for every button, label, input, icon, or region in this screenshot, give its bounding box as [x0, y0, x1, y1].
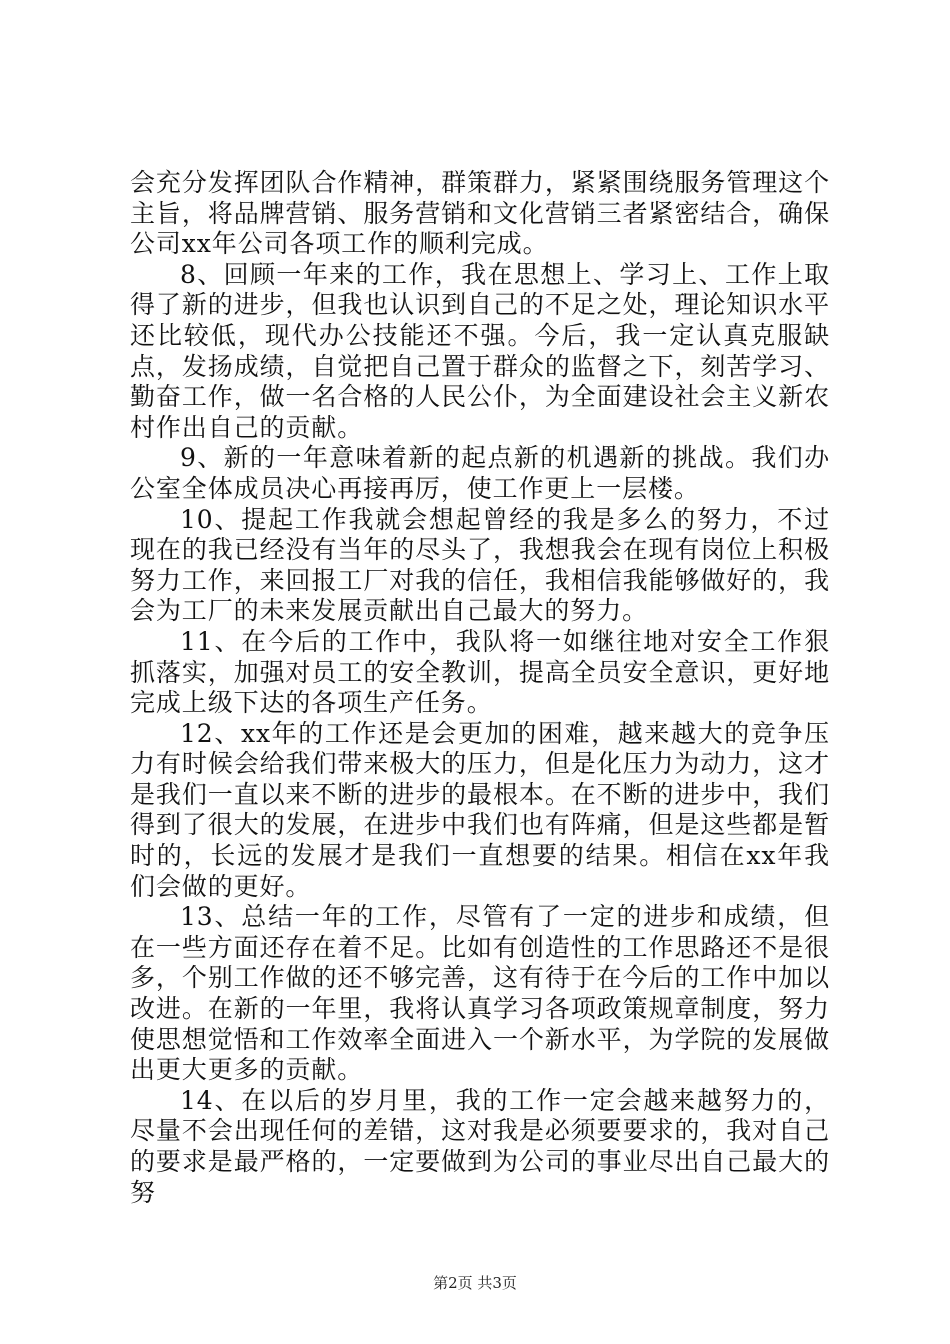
page-footer: 第2页 共3页: [433, 1274, 517, 1292]
paragraph-continuation: 会充分发挥团队合作精神，群策群力，紧紧围绕服务管理这个主旨，将品牌营销、服务营销和文化营销三者紧密结合，确保公司xx年公司各项工作的顺利完成。: [130, 168, 830, 259]
paragraph-item-12: 12、xx年的工作还是会更加的困难，越来越大的竞争压力有时候会给我们带来极大的压力，但是化压力为动力，这才是我们一直以来不断的进步的最根本。在不断的进步中，我们得到了很大的发展，在进步中我们也有阵痛，但是这些都是暂时的，长远的发展才是我们一直想要的结果。相信在xx年我们会做的更好。: [130, 718, 830, 901]
paragraph-item-8: 8、回顾一年来的工作，我在思想上、学习上、工作上取得了新的进步，但我也认识到自己的不足之处，理论知识水平还比较低，现代办公技能还不强。今后，我一定认真克服缺点，发扬成绩，自觉把自己置于群众的监督之下，刻苦学习、勤奋工作，做一名合格的人民公仆，为全面建设社会主义新农村作出自己的贡献。: [130, 259, 830, 442]
paragraph-item-10: 10、提起工作我就会想起曾经的我是多么的努力，不过现在的我已经没有当年的尽头了，我想我会在现有岗位上积极努力工作，来回报工厂对我的信任，我相信我能够做好的，我会为工厂的未来发展贡献出自己最大的努力。: [130, 504, 830, 626]
paragraph-item-13: 13、总结一年的工作，尽管有了一定的进步和成绩，但在一些方面还存在着不足。比如有创造性的工作思路还不是很多，个别工作做的还不够完善，这有待于在今后的工作中加以改进。在新的一年里，我将认真学习各项政策规章制度，努力使思想觉悟和工作效率全面进入一个新水平，为学院的发展做出更大更多的贡献。: [130, 902, 830, 1085]
document-body: [130, 168, 830, 1208]
paragraph-item-11: 11、在今后的工作中，我队将一如继往地对安全工作狠抓落实，加强对员工的安全教训，提高全员安全意识，更好地完成上级下达的各项生产任务。: [130, 626, 830, 718]
paragraph-item-9: 9、新的一年意味着新的起点新的机遇新的挑战。我们办公室全体成员决心再接再厉，使工作更上一层楼。: [130, 443, 830, 503]
paragraph-item-14: 14、在以后的岁月里，我的工作一定会越来越努力的，尽量不会出现任何的差错，这对我是必须要要求的，我对自己的要求是最严格的，一定要做到为公司的事业尽出自己最大的努: [130, 1085, 830, 1207]
